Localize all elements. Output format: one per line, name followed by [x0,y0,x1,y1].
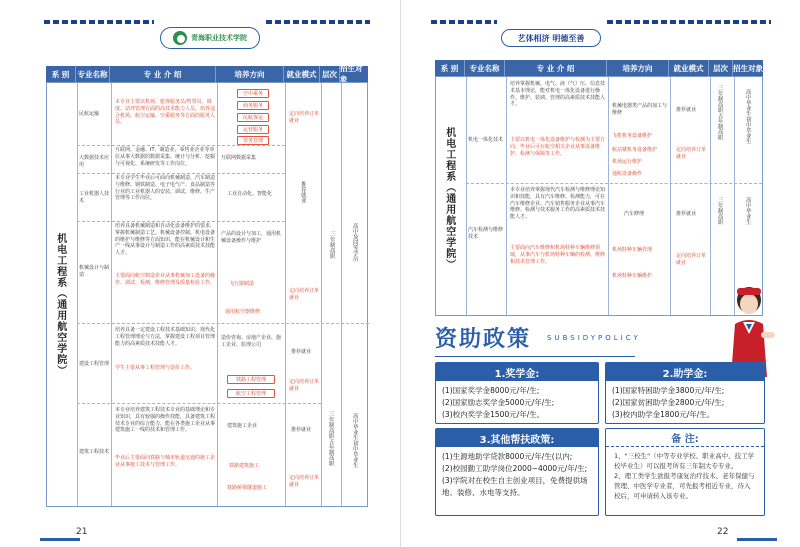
col-intro: 专 业 介 绍 [110,66,216,82]
col-target: 招生对象 [340,64,363,84]
direction-text: 机械电器类产品的加工与维修 [612,103,668,116]
note-box [605,428,765,516]
major-intro: 本专业培养建筑工程技术专业的基础理论和专业知识，具有较强的操作技能，具备建筑工程技术专业的综合能力，能在各类施工企业从事建筑施工一线的技术和管理工作。 [115,407,216,434]
school-name: 青海职业技术学院 [191,34,247,42]
target: 高中毕业生初中毕业生 [744,89,751,144]
direction-text: 产品的设计与加工，通用机械设备操作与维护 [221,231,282,244]
major-intro-highlight: 主要以机电一体化设备维护与检测为主要方向，毕业后可在航空相关企业从事设备维护、检测与保障等工作。 [510,137,606,157]
employment-mode: 推荐就业 [299,181,306,203]
page-number: 22 [717,527,729,537]
major-intro: 本专业培养掌握现代汽车检测与维修理论知识和技能，具有汽车维修、检测能力，可在汽车维修企业、汽车销售服务企业从事汽车维修、检测与技术服务工作的高素质技术技能人才。 [510,187,606,221]
direction-text: 通航设备操作 [612,171,643,177]
dept-name: 机电工程系（通用航空学院） [443,127,455,270]
direction-text: 通用航空器维修 [225,309,261,315]
right-program-table [435,76,763,316]
level: 三年制高职 [716,197,723,225]
grant-box [605,362,765,424]
direction-text: 飞行器制造 [229,281,255,287]
subsidy-title-block [435,322,641,353]
direction-text: 铁路建筑施工 [229,463,260,469]
col-direction: 培养方向 [216,66,284,82]
school-emblem-icon [173,31,187,45]
direction-pill: 铁路工程管理 [227,375,275,384]
footer-bar [737,538,777,541]
major-intro: 互联网、金融、IT、制造业、零售业企业等单位从事大数据的数据采集、统计与分析、挖掘与可视化、系统研发等工作岗位。 [115,147,216,167]
major-intro-highlight: 毕业后主要面向铁路与城市轨道交通的施工企业从事施工技术与管理工作。 [115,455,216,468]
direction-text: 机场特种车辆维护 [612,273,653,279]
scholarship-item: (1)国家奖学金8000元/年/生; [442,386,540,395]
scholarship-heading: 1.奖学金: [436,363,598,381]
major-name: 建设工程管理 [79,361,110,367]
direction-pill: 民航客运 [237,113,269,122]
other-support-item: (2)校园勤工助学岗位2000~4000元/年/生; [442,464,588,473]
major-name: 机械设计与制造 [79,265,110,278]
table-header [46,66,368,82]
major-intro-highlight: 学生主要从事工程管理与造价工作。 [115,365,196,371]
direction-text: 飞机机务设备维护 [612,133,653,139]
other-support-item: (3)学院对在校生自主创业项目，免费提供场地、装修、水电等支持。 [442,476,588,497]
employment-mode: 定向培养订单就业 [289,475,320,488]
major-name: 大数据技术应用 [79,155,110,168]
slogan: 艺体相济 明德至善 [501,29,601,47]
scholarship-box [435,362,599,424]
school-logo-badge [160,27,260,49]
right-page [400,0,800,547]
col-major: 专业名称 [76,66,110,82]
major-name: 汽车检测与维修技术 [468,227,504,240]
employment-mode: 推荐就业 [291,427,312,433]
header-stripe [431,20,497,24]
note-heading: 备 注: [606,429,764,447]
note-item: 2、理工类学生欲报考康复治疗技术、老年保健与管理、中医学专业者，可先报考相近专业，待入校后，可申请转入该专业。 [614,472,755,500]
major-intro: 本专业学生毕业后可面向机械制造、汽车制造与维修、钢铁制造、电子电气产、食品制造等行业的工业机器人的安装、调试、维修、生产管理等工作岗位。 [115,175,216,202]
major-intro: 本专业主要以机场、旅客服务员/售票员、调度、站坪管理方面的高技术能力人员，培养适合机场、航空运输、空乘服务等方面的服务人员。 [115,99,216,126]
header-stripe [607,20,771,24]
level: 三年制高职 [328,231,335,259]
direction-text: 机场特种车辆管理 [612,247,653,253]
major-intro: 培养掌握机械、电气、液（气）压、信息技术基本理论，能对机电一体化设备进行操作、维护、装调、管理的高素质技术技能人才。 [510,81,606,108]
scholarship-item: (2)国家励志奖学金5000元/年/生; [442,398,555,407]
header-stripe [44,20,154,24]
note-item: 1、"三校生"（中等专业学校、职业高中、技工学校毕业生）可以报考所有三年制大专专业。 [614,452,755,470]
employment-mode: 推荐就业 [676,107,697,113]
direction-pill: 航空工程管理 [227,389,275,398]
title-underline [435,356,635,357]
other-support-heading: 3.其他帮扶政策: [436,429,598,447]
grant-item: (3)校内助学金1800元/年/生。 [612,410,715,419]
other-support-box [435,428,599,516]
direction-text: 机场运行维护 [612,159,643,165]
major-name: 民航运输 [79,111,100,117]
employment-mode: 定向培养订单就业 [289,379,320,392]
col-target: 招生对象 [733,63,763,73]
major-name: 机电一体化技术 [468,137,504,143]
direction-pill: 商务服务 [237,101,269,110]
page-number: 21 [76,527,88,537]
header-stripe [266,20,370,24]
direction-text: 建筑施工企业 [227,423,258,429]
col-category: 系 别 [46,66,76,82]
other-support-item: (1)生源地助学贷款8000元/年/生(以内; [442,452,573,461]
direction-text: 铁路桥梁隧道施工 [227,485,268,491]
direction-text: 汽车修理 [624,211,645,217]
col-level: 层次 [320,66,340,82]
employment-mode: 定向培养订单就业 [676,147,707,160]
table-header [435,60,763,76]
grant-item: (2)国家贫困助学金2800元/年/生; [612,398,725,407]
direction-text: 互联网数据采集 [221,155,257,161]
subsidy-title-en: SUBSIDYPOLICY [547,334,641,342]
target: 高中毕业生 [744,197,751,225]
direction-pill: 运营服务 [237,125,269,134]
employment-mode: 推荐就业 [291,349,312,355]
employment-mode: 定向培养订单就业 [676,253,707,266]
grant-heading: 2.助学金: [606,363,764,381]
major-name: 建筑工程技术 [79,449,110,455]
major-intro: 培养具备机械制造和自动化设备维护的要求，掌握机械制造工艺、机械设备控制、机电设备的维护与维修等方面知识，能在机械设计和生产一线从事设计与制造工作的高素质技术技能人才。 [115,223,216,257]
scholarship-item: (3)校内奖学金1500元/年/生。 [442,410,545,419]
left-program-table [46,82,368,507]
level: 三年制高职五年制高职 [716,85,723,140]
col-major: 专业名称 [465,60,505,76]
col-level: 层次 [709,60,733,76]
major-intro: 培养具备一定建设工程技术基础知识，现代化工程管理理论与方法，掌握建设工程项目管理能力的高素质技术技能人才。 [115,327,216,347]
grant-item: (1)国家特困助学金3800元/年/生; [612,386,725,395]
employment-mode: 定向培养订单就业 [289,111,320,124]
level: 三年制高职五年制高职 [327,411,334,466]
direction-text: 造价咨询、房地产企业、施工企业、监理公司 [221,335,282,348]
major-name: 工业机器人技术 [79,191,110,204]
dept-name: 机电工程系（通用航空学院） [54,233,66,376]
major-intro-highlight: 主要面向航空制造企业从事机械加工设备的操作、调试、检测、维修管理及质量检验工作。 [115,273,216,286]
direction-text: 工业自动化、智能化 [227,191,273,197]
col-mode: 就业模式 [284,66,320,82]
footer-bar [40,538,80,541]
major-intro-highlight: 主要面向汽车维修和机场特种车辆维修领域，从事汽车与机场特种车辆的检测、维修和技术管理工作。 [510,245,606,265]
col-intro: 专 业 介 绍 [505,60,607,76]
col-category: 系 别 [435,60,465,76]
direction-pill: 空中乘务 [237,89,269,98]
employment-mode: 推荐就业 [676,211,697,217]
target: 高中毕业生初中毕业生 [351,413,358,468]
target: 高中及同等学历 [351,223,358,262]
employment-mode: 定向培养订单就业 [289,288,320,301]
col-mode: 就业模式 [669,60,709,76]
direction-text: 航站楼机务设备维护 [612,147,658,153]
col-direction: 培养方向 [607,60,669,76]
direction-pill: 票务管理 [237,136,269,145]
subsidy-title: 资助政策 [435,327,532,352]
